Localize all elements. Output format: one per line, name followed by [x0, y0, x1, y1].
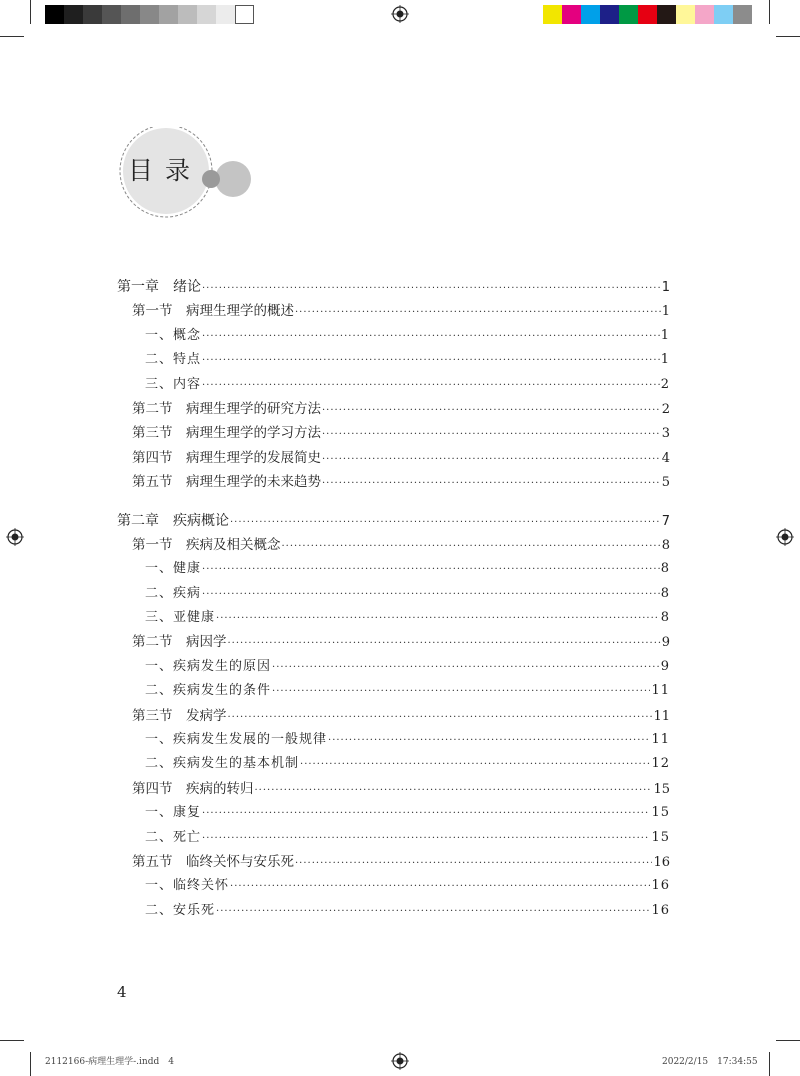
toc-entry-section[interactable] — [117, 299, 670, 323]
color-swatch — [733, 5, 752, 24]
toc-entry-page: 15 — [651, 829, 670, 845]
crop-mark — [769, 1052, 770, 1076]
color-swatch — [562, 5, 581, 24]
toc-entry-page: 8 — [661, 537, 670, 553]
toc-leader-dots — [202, 583, 660, 607]
chapter-gap — [117, 495, 670, 509]
table-of-contents — [117, 275, 670, 923]
toc-entry-label: 第一节 疾病及相关概念 — [132, 536, 281, 553]
crop-mark — [0, 1040, 24, 1041]
toc-entry-label: 二、疾病发生的基本机制 — [145, 756, 300, 772]
color-swatch — [64, 5, 83, 24]
toc-entry-page: 16 — [651, 902, 670, 918]
toc-leader-dots — [202, 558, 660, 582]
crop-mark — [0, 36, 24, 37]
color-swatch — [45, 5, 64, 24]
color-swatch — [197, 5, 216, 24]
toc-entry-page: 3 — [661, 426, 670, 442]
toc-entry-label: 一、临终关怀 — [145, 878, 230, 894]
toc-entry-item[interactable] — [117, 557, 670, 581]
toc-entry-page: 7 — [661, 513, 670, 529]
toc-leader-dots — [295, 852, 652, 876]
footer-timestamp: 2022/2/15 17:34:55 — [662, 1057, 758, 1067]
toc-entry-page: 11 — [653, 708, 670, 724]
toc-entry-item[interactable] — [117, 655, 670, 679]
toc-leader-dots — [328, 729, 650, 753]
toc-entry-page: 16 — [653, 854, 670, 870]
toc-entry-label: 第四节 疾病的转归 — [132, 780, 254, 797]
toc-entry-section[interactable] — [117, 397, 670, 421]
toc-entry-page: 2 — [660, 376, 670, 392]
toc-entry-item[interactable] — [117, 373, 670, 397]
toc-entry-label: 第二章 疾病概论 — [117, 512, 229, 529]
registration-mark-icon — [391, 5, 409, 23]
color-swatch — [235, 5, 254, 24]
crop-mark — [776, 36, 800, 37]
toc-leader-dots — [216, 900, 650, 924]
color-swatch — [102, 5, 121, 24]
color-swatch — [619, 5, 638, 24]
toc-entry-label: 二、疾病发生的条件 — [145, 683, 272, 699]
toc-entry-section[interactable] — [117, 630, 670, 654]
toc-entry-label: 第五节 临终关怀与安乐死 — [132, 853, 294, 870]
toc-entry-label: 二、死亡 — [145, 829, 202, 845]
toc-entry-page: 2 — [661, 401, 670, 417]
toc-entry-label: 二、安乐死 — [145, 902, 216, 918]
toc-leader-dots — [202, 827, 650, 851]
registration-mark-icon — [391, 1052, 409, 1070]
toc-entry-label: 第五节 病理生理学的未来趋势 — [132, 474, 321, 491]
toc-entry-label: 第二节 病理生理学的研究方法 — [132, 400, 321, 417]
toc-entry-page: 12 — [651, 756, 670, 772]
toc-entry-label: 第三节 发病学 — [132, 707, 227, 724]
process-color-bar — [543, 5, 752, 24]
toc-leader-dots — [282, 535, 661, 559]
toc-entry-page: 5 — [661, 475, 670, 491]
toc-entry-page: 1 — [660, 352, 670, 368]
color-swatch — [140, 5, 159, 24]
toc-entry-item[interactable] — [117, 801, 670, 825]
toc-entry-page: 9 — [661, 635, 670, 651]
toc-entry-page: 8 — [660, 561, 670, 577]
color-swatch — [543, 5, 562, 24]
toc-entry-label: 三、亚健康 — [145, 610, 216, 626]
color-swatch — [676, 5, 695, 24]
toc-entry-page: 15 — [651, 805, 670, 821]
toc-entry-item[interactable] — [117, 874, 670, 898]
toc-entry-section[interactable] — [117, 446, 670, 470]
crop-mark — [30, 1052, 31, 1076]
toc-leader-dots — [228, 632, 661, 656]
toc-entry-label: 三、内容 — [145, 376, 202, 392]
toc-leader-dots — [202, 349, 660, 373]
toc-entry-label: 二、疾病 — [145, 585, 202, 601]
toc-leader-dots — [255, 779, 653, 803]
toc-entry-item[interactable] — [117, 582, 670, 606]
toc-entry-page: 16 — [651, 878, 670, 894]
toc-leader-dots — [322, 472, 661, 496]
toc-entry-page: 11 — [651, 732, 670, 748]
color-swatch — [695, 5, 714, 24]
color-swatch — [657, 5, 676, 24]
toc-entry-section[interactable] — [117, 533, 670, 557]
toc-entry-label: 二、特点 — [145, 352, 202, 368]
color-swatch — [121, 5, 140, 24]
color-swatch — [83, 5, 102, 24]
crop-mark — [776, 1040, 800, 1041]
toc-leader-dots — [228, 706, 653, 730]
footer-file-name: 2112166-病理生理学-.indd 4 — [45, 1057, 174, 1067]
toc-entry-label: 一、疾病发生发展的一般规律 — [145, 732, 328, 748]
grayscale-color-bar — [45, 5, 254, 24]
toc-leader-dots — [322, 423, 661, 447]
toc-leader-dots — [202, 277, 661, 301]
registration-mark-icon — [6, 528, 24, 546]
toc-entry-item[interactable] — [117, 752, 670, 776]
toc-leader-dots — [272, 656, 660, 680]
toc-leader-dots — [216, 607, 660, 631]
toc-entry-label: 第四节 病理生理学的发展简史 — [132, 449, 321, 466]
toc-entry-section[interactable] — [117, 704, 670, 728]
toc-leader-dots — [272, 680, 650, 704]
toc-entry-chapter[interactable] — [117, 509, 670, 533]
toc-entry-page: 8 — [660, 585, 670, 601]
toc-leader-dots — [295, 301, 661, 325]
color-swatch — [714, 5, 733, 24]
page-number: 4 — [117, 983, 127, 1001]
toc-entry-section[interactable] — [117, 850, 670, 874]
color-swatch — [600, 5, 619, 24]
toc-leader-dots — [230, 875, 650, 899]
toc-entry-item[interactable] — [117, 348, 670, 372]
toc-entry-page: 1 — [661, 304, 670, 320]
toc-entry-label: 第二节 病因学 — [132, 634, 227, 651]
color-swatch — [159, 5, 178, 24]
toc-entry-page: 11 — [651, 683, 670, 699]
toc-entry-page: 4 — [661, 450, 670, 466]
color-swatch — [216, 5, 235, 24]
toc-entry-page: 1 — [660, 327, 670, 343]
toc-entry-section[interactable] — [117, 777, 670, 801]
toc-leader-dots — [202, 374, 660, 398]
toc-entry-label: 一、概念 — [145, 327, 202, 343]
toc-entry-label: 第一章 绪论 — [117, 279, 201, 295]
color-swatch — [581, 5, 600, 24]
crop-mark — [30, 0, 31, 24]
toc-entry-page: 9 — [660, 658, 670, 674]
toc-title-block — [118, 127, 258, 219]
toc-leader-dots — [300, 753, 650, 777]
crop-mark — [769, 0, 770, 24]
color-swatch — [178, 5, 197, 24]
toc-entry-chapter[interactable] — [117, 275, 670, 299]
toc-entry-item[interactable] — [117, 324, 670, 348]
toc-entry-item[interactable] — [117, 826, 670, 850]
registration-mark-icon — [776, 528, 794, 546]
toc-leader-dots — [202, 325, 660, 349]
toc-leader-dots — [202, 802, 650, 826]
toc-entry-label: 第三节 病理生理学的学习方法 — [132, 425, 321, 442]
toc-entry-label: 一、疾病发生的原因 — [145, 658, 272, 674]
page-title: 目录 — [128, 156, 203, 185]
toc-entry-page: 1 — [661, 280, 670, 295]
toc-entry-item[interactable] — [117, 899, 670, 923]
toc-leader-dots — [322, 448, 661, 472]
toc-entry-section[interactable] — [117, 421, 670, 445]
toc-entry-section[interactable] — [117, 470, 670, 494]
toc-entry-label: 第一节 病理生理学的概述 — [132, 303, 294, 320]
toc-entry-label: 一、康复 — [145, 805, 202, 821]
toc-entry-page: 15 — [653, 781, 670, 797]
toc-leader-dots — [322, 399, 661, 423]
toc-entry-label: 一、健康 — [145, 561, 202, 577]
color-swatch — [638, 5, 657, 24]
toc-entry-item[interactable] — [117, 728, 670, 752]
toc-entry-item[interactable] — [117, 606, 670, 630]
toc-entry-item[interactable] — [117, 679, 670, 703]
toc-leader-dots — [230, 511, 661, 535]
toc-entry-page: 8 — [660, 610, 670, 626]
